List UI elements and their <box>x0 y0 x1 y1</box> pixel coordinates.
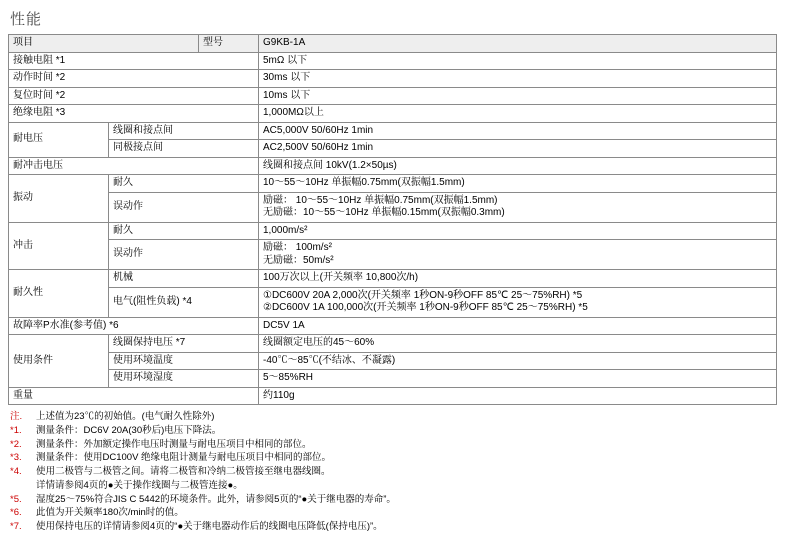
footnote <box>10 520 777 534</box>
footnote <box>10 493 777 507</box>
row-value: 5～85%RH <box>259 370 777 388</box>
footnote-text: 测量条件：DC6V 20A(30秒后)电压下降法。 <box>36 424 222 436</box>
row-value: 30ms 以下 <box>259 70 777 88</box>
page-title: 性能 <box>10 11 43 28</box>
table-row <box>9 317 777 335</box>
row-value: 100万次以上(开关频率 10,800次/h) <box>259 270 777 288</box>
footnote-text: 详情请参阅4页的●关于操作线圈与二极管连接●。 <box>36 479 243 491</box>
row-value-line: 无励磁：50m/s² <box>263 254 334 266</box>
table-row <box>9 70 777 88</box>
footnote-text: 测量条件：外加额定操作电压时测量与耐电压项目中相同的部位。 <box>36 438 312 450</box>
footnote-label: *5. <box>10 493 22 505</box>
row-value-multiline <box>259 192 777 222</box>
row-value: 线圈和接点间 10kV(1.2×50µs) <box>259 157 777 175</box>
row-value: 约110g <box>259 387 777 405</box>
row-label: 冲击 <box>9 222 109 270</box>
footnote-text: 使用保持电压的详情请参阅4页的“●关于继电器动作后的线圈电压降低(保持电压)”。 <box>36 521 383 533</box>
footnote-label: *2. <box>10 438 22 450</box>
row-value-line: 励磁： 10～55～10Hz 单振幅0.75mm(双振幅1.5mm) <box>263 194 498 206</box>
table-row <box>9 122 777 140</box>
footnote-label: 注. <box>10 411 23 422</box>
footnote-text: 湿度25～75%符合JIS C 5442的环境条件。此外，请参阅5页的“●关于继电器的寿命”。 <box>36 493 396 505</box>
row-label: 故障率P水准(参考值) *6 <box>9 317 259 335</box>
row-sublabel: 线圈保持电压 *7 <box>109 335 259 353</box>
table-row <box>9 222 777 240</box>
row-value: 10ms 以下 <box>259 87 777 105</box>
table-row <box>9 387 777 405</box>
row-value-multiline <box>259 240 777 270</box>
row-label: 耐久性 <box>9 270 109 318</box>
row-sublabel: 使用环境湿度 <box>109 370 259 388</box>
footnote-text: 此值为开关频率180次/min时的值。 <box>36 507 184 519</box>
table-row <box>9 370 777 388</box>
row-value: AC5,000V 50/60Hz 1min <box>259 122 777 140</box>
row-label: 耐冲击电压 <box>9 157 259 175</box>
row-label: 耐电压 <box>9 122 109 157</box>
table-row <box>9 240 777 270</box>
specifications-table <box>8 34 777 405</box>
footnote-continuation <box>10 479 777 493</box>
table-row <box>9 287 777 317</box>
row-value: 线圈额定电压的45～60% <box>259 335 777 353</box>
table-row <box>9 270 777 288</box>
table-row <box>9 87 777 105</box>
row-label: 绝缘电阻 *3 <box>9 105 259 123</box>
row-sublabel: 电气(阻性负载) *4 <box>109 287 259 317</box>
footnote-text: 上述值为23℃的初始值。(电气耐久性除外) <box>36 411 215 422</box>
footnote-text: 测量条件：使用DC100V 绝缘电阻计测量与耐电压项目中相同的部位。 <box>36 452 332 464</box>
footnote-label: *4. <box>10 466 22 478</box>
row-value-line: 无励磁：10～55～10Hz 单振幅0.15mm(双振幅0.3mm) <box>263 207 505 218</box>
header-item: 项目 <box>9 35 199 53</box>
footnote <box>10 506 777 520</box>
row-label: 使用条件 <box>9 335 109 388</box>
table-header-row <box>9 35 777 53</box>
table-row <box>9 140 777 158</box>
row-label: 动作时间 *2 <box>9 70 259 88</box>
footnote <box>10 438 777 452</box>
table-row <box>9 52 777 70</box>
footnote <box>10 410 777 424</box>
row-value-multiline <box>259 287 777 317</box>
table-row <box>9 105 777 123</box>
row-value-line: 励磁： 100m/s² <box>263 242 332 253</box>
row-value: 1,000m/s² <box>259 222 777 240</box>
row-value-line: ②DC600V 1A 100,000次(开关频率 1秒ON-9秒OFF 85℃ 25～75%RH) *5 <box>263 302 588 313</box>
footnote-label: *1. <box>10 424 22 436</box>
row-label: 接触电阻 *1 <box>9 52 259 70</box>
table-row <box>9 175 777 193</box>
table-row <box>9 192 777 222</box>
footnote <box>10 424 777 438</box>
row-sublabel: 误动作 <box>109 240 259 270</box>
row-value: DC5V 1A <box>259 317 777 335</box>
footnote-label <box>10 479 36 493</box>
row-value-line: ①DC600V 20A 2,000次(开关频率 1秒ON-9秒OFF 85℃ 25～75%RH) *5 <box>263 289 583 301</box>
row-value: 1,000MΩ以上 <box>259 105 777 123</box>
row-label: 重量 <box>9 387 259 405</box>
table-row <box>9 157 777 175</box>
row-sublabel: 使用环境温度 <box>109 352 259 370</box>
row-value: AC2,500V 50/60Hz 1min <box>259 140 777 158</box>
row-label: 振动 <box>9 175 109 223</box>
table-row <box>9 352 777 370</box>
row-label: 复位时间 *2 <box>9 87 259 105</box>
row-value: -40℃～85℃(不结冰、不凝露) <box>259 352 777 370</box>
row-sublabel: 机械 <box>109 270 259 288</box>
row-sublabel: 同极接点间 <box>109 140 259 158</box>
table-row <box>9 335 777 353</box>
footnote-label: *3. <box>10 452 22 464</box>
footnote-label: *6. <box>10 507 22 519</box>
header-product: G9KB-1A <box>259 35 777 53</box>
footnote-text: 使用二极管与二极管之间。请将二极管和冷纳二极管接至继电器线圈。 <box>36 466 331 478</box>
row-sublabel: 线圈和接点间 <box>109 122 259 140</box>
footnote <box>10 465 777 479</box>
footnote <box>10 451 777 465</box>
row-sublabel: 耐久 <box>109 175 259 193</box>
row-value: 5mΩ 以下 <box>259 52 777 70</box>
row-sublabel: 耐久 <box>109 222 259 240</box>
footnotes <box>10 410 777 534</box>
row-sublabel: 误动作 <box>109 192 259 222</box>
row-value: 10～55～10Hz 单振幅0.75mm(双振幅1.5mm) <box>259 175 777 193</box>
header-model: 型号 <box>199 35 259 53</box>
footnote-label: *7. <box>10 521 22 533</box>
